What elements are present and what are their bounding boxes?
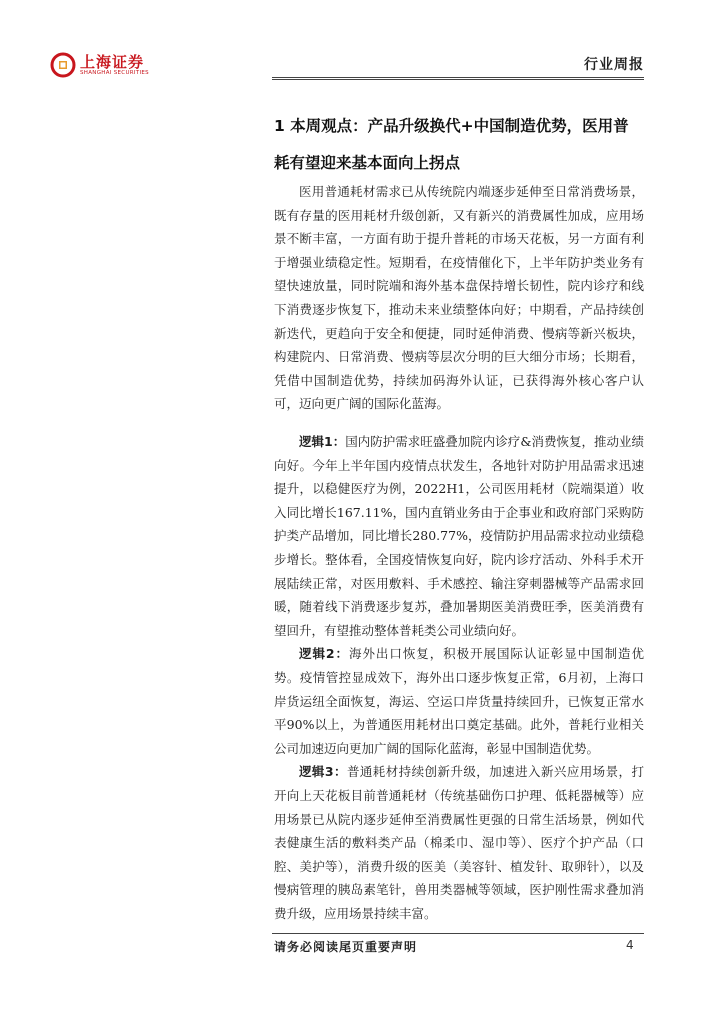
logo-chinese-name: 上海证券 [80,52,145,71]
page-header [0,0,724,90]
footer-disclaimer: 请务必阅读尾页重要声明 [274,940,418,954]
logo-emblem-icon [50,52,76,78]
section-title: 1 本周观点：产品升级换代+中国制造优势，医用普耗有望迎来基本面向上拐点 [274,117,629,172]
logic-paragraphs [274,430,644,925]
report-type-label: 行业周报 [584,57,644,73]
intro-paragraph: 医用普通耗材需求已从传统院内端逐步延伸至日常消费场景，既有存量的医用耗材升级创新，又有新兴的消费属性加成，应用场景不断丰富，一方面有助于提升普耗的市场天花板，另一方面有利于增强业绩稳定性。短期看，在疫情催化下，上半年防护类业务有望快速放量，同时院端和海外基本盘保持增长韧性，院内诊疗和线下消费逐步恢复下，推动未来业绩整体向好；中期看，产品持续创新迭代，更趋向于安全和便捷，同时延伸消费、慢病等新兴板块，构建院内、日常消费、慢病等层次分明的巨大细分市场；长期看，凭借中国制造优势，持续加码海外认证，已获得海外核心客户认可，迈向更广阔的国际化蓝海。 [274,184,644,412]
logic-2-label: 逻辑2： [299,646,350,662]
footer-divider [272,933,644,934]
company-logo [50,52,149,78]
logic-1-label: 逻辑1： [299,434,346,449]
logic-2-paragraph [274,642,644,760]
page-number: 4 [626,938,634,952]
logic-1-paragraph [274,430,644,642]
logic-3-paragraph [274,760,644,925]
logo-text [80,54,149,77]
logic-1-text: 国内防护需求旺盛叠加院内诊疗&消费恢复，推动业绩向好。今年上半年国内疫情点状发生，各地针对防护用品需求迅速提升，以稳健医疗为例，2022H1，公司医用耗材（院端渠道）收入同比增长167.11%，国内直销业务由于企事业和政府部门采购防护类产品增加，同比增长280.77%，疫情防护用品需求拉动业绩稳步增长。整体看，全国疫情恢复向好，院内诊疗活动、外科手术开展陆续正常，对医用敷料、手术感控、输注穿刺器械等产品需求回暖，随着线下消费逐步复苏，叠加暑期医美消费旺季，医美消费有望回升，有望推动整体普耗类公司业绩向好。 [274,434,644,638]
logo-english-name: SHANGHAI SECURITIES [80,69,149,76]
logic-2-text: 海外出口恢复，积极开展国际认证彰显中国制造优势。疫情管控显成效下，海外出口逐步恢复正常，6月初，上海口岸货运纽全面恢复，海运、空运口岸货量持续回升，已恢复正常水平90%以上，为普通医用耗材出口奠定基础。此外，普耗行业相关公司加速迈向更加广阔的国际化蓝海，彰显中国制造优势。 [274,646,644,756]
logic-3-label: 逻辑3： [299,764,347,780]
logic-3-text: 普通耗材持续创新升级，加速进入新兴应用场景，打开向上天花板目前普通耗材（传统基础伤口护理、低耗器械等）应用场景已从院内逐步延伸至消费属性更强的日常生活场景，例如代表健康生活的敷料类产品（棉柔巾、湿巾等）、医疗个护产品（口腔、美护等），消费升级的医美（美容针、植发针、取卵针），以及慢病管理的胰岛素笔针，兽用类器械等领域，医护刚性需求叠加消费升级，应用场景持续丰富。 [274,764,644,921]
header-divider [272,77,644,78]
header-divider-secondary [272,79,644,80]
